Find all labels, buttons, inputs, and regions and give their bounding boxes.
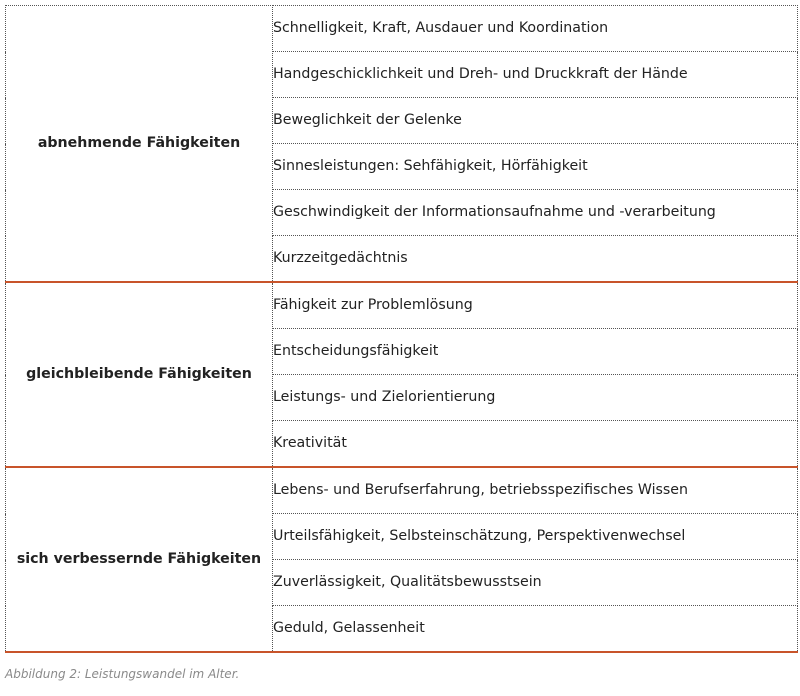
group-decreasing (6, 6, 798, 283)
table-cell: Kreativität (273, 421, 798, 468)
group-improving (6, 467, 798, 652)
table-cell: Geschwindigkeit der Informationsaufnahme und -verarbeitung (273, 190, 798, 236)
table-cell: Geduld, Gelassenheit (273, 606, 798, 653)
table-row (6, 6, 798, 52)
table-cell: Schnelligkeit, Kraft, Ausdauer und Koordination (273, 6, 798, 52)
figure-caption: Abbildung 2: Leistungswandel im Alter. (5, 667, 240, 681)
category-label: abnehmende Fähigkeiten (6, 6, 273, 283)
table-cell: Leistungs- und Zielorientierung (273, 375, 798, 421)
group-stable (6, 282, 798, 467)
table-cell: Lebens- und Berufserfahrung, betriebsspezifisches Wissen (273, 467, 798, 514)
table-cell: Urteilsfähigkeit, Selbsteinschätzung, Perspektivenwechsel (273, 514, 798, 560)
table-cell: Zuverlässigkeit, Qualitätsbewusstsein (273, 560, 798, 606)
table-cell: Entscheidungsfähigkeit (273, 329, 798, 375)
table-cell: Kurzzeitgedächtnis (273, 236, 798, 283)
table-cell: Sinnesleistungen: Sehfähigkeit, Hörfähigkeit (273, 144, 798, 190)
category-label: gleichbleibende Fähigkeiten (6, 282, 273, 467)
table-cell: Beweglichkeit der Gelenke (273, 98, 798, 144)
table-cell: Fähigkeit zur Problemlösung (273, 282, 798, 329)
table-row (6, 467, 798, 514)
table-row (6, 282, 798, 329)
table-cell: Handgeschicklichkeit und Dreh- und Druckkraft der Hände (273, 52, 798, 98)
category-label: sich verbessernde Fähigkeiten (6, 467, 273, 652)
abilities-table (5, 5, 798, 653)
